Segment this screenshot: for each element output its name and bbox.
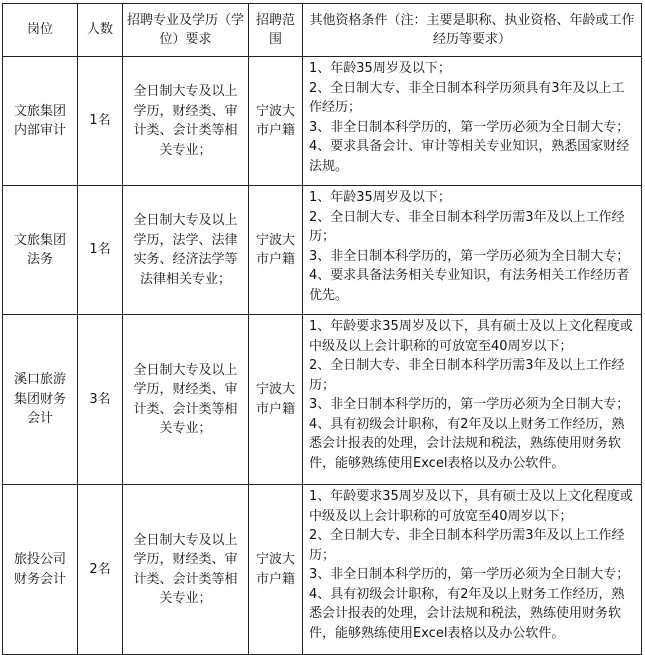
condition-item: 2、全日制大专、非全日制本科学历需3年及以上工作经历； bbox=[309, 528, 625, 563]
condition-item: 3、非全日制本科学历的，第一学历必须为全日制大专； bbox=[309, 119, 630, 135]
post-cell: 旅投公司财务会计 bbox=[3, 485, 78, 655]
post-cell: 文旅集团内部审计 bbox=[3, 57, 78, 186]
major-cell: 全日制大专及以上学历，财经类、审计类、会计类等相关专业； bbox=[123, 57, 249, 186]
conditions-cell bbox=[303, 57, 642, 186]
condition-item: 2、全日制大专、非全日制本科学历需3年及以上工作经历； bbox=[309, 209, 625, 244]
conditions-cell bbox=[303, 315, 642, 485]
condition-item: 4、要求具备法务相关专业知识，有法务相关工作经历者优先。 bbox=[309, 268, 630, 303]
count-cell: 3名 bbox=[78, 315, 123, 485]
condition-item: 3、非全日制本科学历的，第一学历必须为全日制大专； bbox=[309, 248, 630, 264]
condition-item: 2、全日制大专、非全日制本科学历须具有3年及以上工作经历； bbox=[309, 80, 625, 115]
recruitment-table bbox=[2, 3, 642, 655]
post-cell: 溪口旅游集团财务会计 bbox=[3, 315, 78, 485]
header-scope: 招聘范围 bbox=[249, 4, 303, 57]
conditions-cell bbox=[303, 186, 642, 315]
condition-item: 1、年龄要求35周岁及以下，具有硕士及以上文化程度或中级及以上会计职称的可放宽至40周岁以下； bbox=[309, 319, 633, 354]
count-cell: 1名 bbox=[78, 186, 123, 315]
scope-cell: 宁波大市户籍 bbox=[249, 186, 303, 315]
condition-item: 3、非全日制本科学历的，第一学历必须为全日制大专； bbox=[309, 567, 630, 582]
header-row bbox=[3, 4, 642, 57]
table-row bbox=[3, 485, 642, 655]
scope-cell: 宁波大市户籍 bbox=[249, 485, 303, 655]
count-cell: 1名 bbox=[78, 57, 123, 186]
scope-cell: 宁波大市户籍 bbox=[249, 57, 303, 186]
major-cell: 全日制大专及以上学历，财经类、审计类、会计类等相关专业； bbox=[123, 315, 249, 485]
header-post: 岗位 bbox=[3, 4, 78, 57]
major-cell: 全日制大专及以上学历，法学、法律实务、经济法学等法律相关专业； bbox=[123, 186, 249, 315]
condition-item: 4、具有初级会计职称，有2年及以上财务工作经历，熟悉会计报表的处理，会计法规和税法，熟练使用财务软件，能够熟练使用Excel表格以及办公软件。 bbox=[309, 416, 625, 471]
header-other: 其他资格条件（注：主要是职称、执业资格、年龄或工作经历等要求） bbox=[303, 4, 642, 57]
table-row bbox=[3, 186, 642, 315]
conditions-cell bbox=[303, 485, 642, 655]
count-cell: 2名 bbox=[78, 485, 123, 655]
table-row bbox=[3, 57, 642, 186]
scope-cell: 宁波大市户籍 bbox=[249, 315, 303, 485]
condition-item: 2、全日制大专、非全日制本科学历需3年及以上工作经历； bbox=[309, 358, 625, 393]
condition-item: 4、要求具备会计、审计等相关专业知识，熟悉国家财经法规。 bbox=[309, 139, 630, 174]
condition-item: 1、年龄35周岁及以下； bbox=[309, 190, 451, 205]
condition-item: 1、年龄要求35周岁及以下，具有硕士及以上文化程度或中级及以上会计职称的可放宽至40周岁以下； bbox=[309, 489, 633, 524]
header-major: 招聘专业及学历（学位）要求 bbox=[123, 4, 249, 57]
post-cell: 文旅集团法务 bbox=[3, 186, 78, 315]
header-count: 人数 bbox=[78, 4, 123, 57]
table-row bbox=[3, 315, 642, 485]
condition-item: 3、非全日制本科学历的，第一学历必须为全日制大专； bbox=[309, 397, 630, 412]
condition-item: 4、具有初级会计职称，有2年及以上财务工作经历，熟悉会计报表的处理，会计法规和税法，熟练使用财务软件，能够熟练使用Excel表格以及办公软件。 bbox=[309, 586, 625, 641]
major-cell: 全日制大专及以上学历，财经类、审计类、会计类等相关专业； bbox=[123, 485, 249, 655]
condition-item: 1、年龄35周岁及以下； bbox=[309, 61, 451, 76]
